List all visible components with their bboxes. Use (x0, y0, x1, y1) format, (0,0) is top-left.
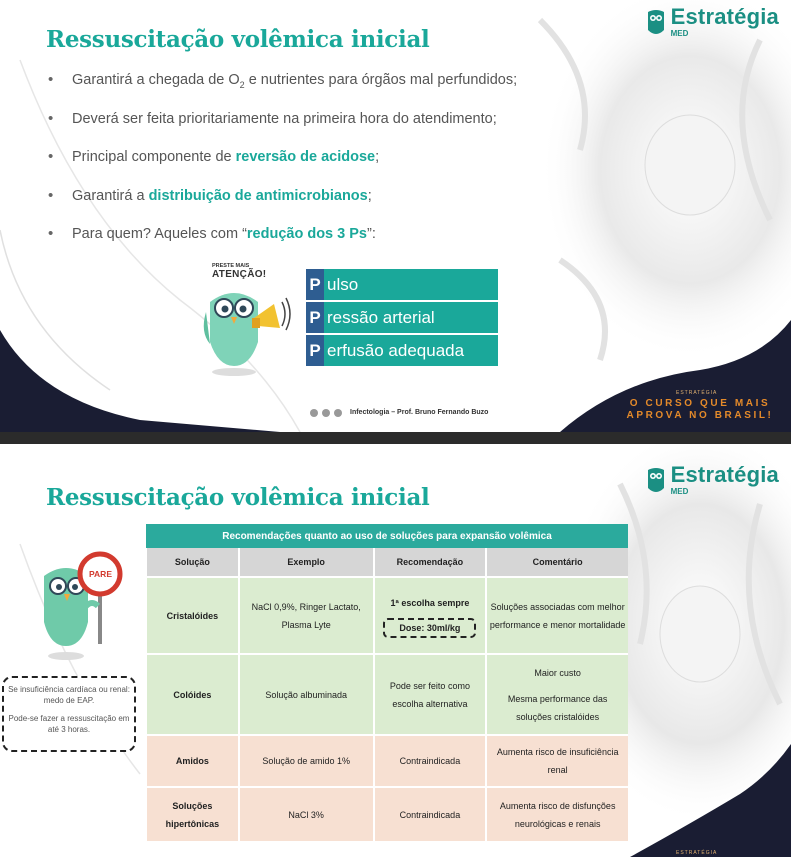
cell-recomendacao (374, 577, 487, 654)
recommendation-text: 1ª escolha sempre (390, 597, 470, 608)
dose-badge: Dose: 30ml/kg (383, 618, 476, 638)
column-header: Comentário (486, 548, 628, 577)
stop-sign-label: PARE (89, 569, 112, 579)
brand-name: Estratégia (670, 462, 779, 487)
p-letter: P (306, 335, 324, 366)
attention-small: PRESTE MAIS (212, 263, 250, 269)
tagline-brand: ESTRATÉGIA (676, 390, 718, 396)
cell-exemplo: NaCl 3% (239, 787, 374, 841)
tagline-brand: ESTRATÉGIA (676, 850, 718, 856)
p-item-pressao (306, 302, 498, 333)
bullet-item: • Deverá ser feita prioritariamente na primeira hora do atendimento; (48, 109, 548, 148)
note-line: Pode-se fazer a ressuscitação em até 3 horas. (8, 714, 130, 734)
note-line: Se insuficiência cardíaca ou renal: medo de EAP. (8, 685, 130, 705)
column-header: Recomendação (374, 548, 487, 577)
bullet-list (48, 70, 548, 263)
note-box (2, 676, 136, 752)
owl-logo-icon (645, 8, 667, 38)
attention-label: ATENÇÃO! (212, 269, 267, 280)
slide-separator (0, 432, 791, 444)
cell-recomendacao: Contraindicada (374, 735, 487, 787)
cell-exemplo: NaCl 0,9%, Ringer Lactato, Plasma Lyte (239, 577, 374, 654)
p-text: ulso (327, 274, 359, 294)
cell-recomendacao: Pode ser feito como escolha alternativa (374, 654, 487, 735)
bullet-item: • Garantirá a chegada de $O_2$ e nutrientes para órgãos mal perfundidos; (48, 70, 548, 109)
p-item-pulso (306, 269, 498, 300)
cell-comentario: Aumenta risco de insuficiência renal (486, 735, 628, 787)
tagline: O CURSO QUE MAIS APROVA NO BRASIL! (626, 398, 774, 421)
bullet-item: • Garantirá a distribuição de antimicrobianos; (48, 186, 548, 225)
brand-name: Estratégia (670, 4, 779, 29)
p-letter: P (306, 269, 324, 300)
p-text: erfusão adequada (327, 340, 465, 360)
table-row (146, 577, 628, 654)
cell-exemplo: Solução de amido 1% (239, 735, 374, 787)
footer-text: Infectologia – Prof. Bruno Fernando Buzo (350, 409, 489, 416)
recommendations-table (145, 524, 628, 841)
cell-exemplo: Solução albuminada (239, 654, 374, 735)
brand-logo (645, 6, 779, 38)
p-letter: P (306, 302, 324, 333)
column-header: Solução (146, 548, 239, 577)
brand-sub: MED (670, 29, 689, 38)
table-row (146, 654, 628, 735)
cell-solucao: Amidos (146, 735, 239, 787)
comment-line: Mesma performance das soluções cristalóides (507, 693, 608, 722)
slide-title: Ressuscitação volêmica inicial (46, 26, 430, 53)
cell-comentario: Soluções associadas com melhor performance e menor mortalidade (486, 577, 628, 654)
comment-line: Maior custo (534, 667, 581, 678)
cell-solucao: Soluções hipertônicas (146, 787, 239, 841)
table-row (146, 735, 628, 787)
cell-solucao: Colóides (146, 654, 239, 735)
bullet-item: • Principal componente de reversão de acidose; (48, 147, 548, 186)
owl-logo-icon (645, 466, 667, 496)
cell-solucao: Cristalóides (146, 577, 239, 654)
cell-comentario (486, 654, 628, 735)
brand-logo (645, 464, 779, 496)
column-header: Exemplo (239, 548, 374, 577)
owl-stop-sign-icon (34, 546, 124, 661)
bullet-item: • Para quem? Aqueles com “redução dos 3 Ps”: (48, 224, 548, 263)
table-caption: Recomendações quanto ao uso de soluções para expansão volêmica (146, 524, 628, 548)
p-text: ressão arterial (327, 307, 435, 327)
brand-sub: MED (670, 487, 689, 496)
slide-2 (0, 444, 791, 857)
footer-dots (310, 409, 342, 417)
p-item-perfusao (306, 335, 498, 366)
cell-comentario: Aumenta risco de disfunções neurológicas e renais (486, 787, 628, 841)
table-row (146, 787, 628, 841)
cell-recomendacao: Contraindicada (374, 787, 487, 841)
slide-title: Ressuscitação volêmica inicial (46, 484, 430, 511)
